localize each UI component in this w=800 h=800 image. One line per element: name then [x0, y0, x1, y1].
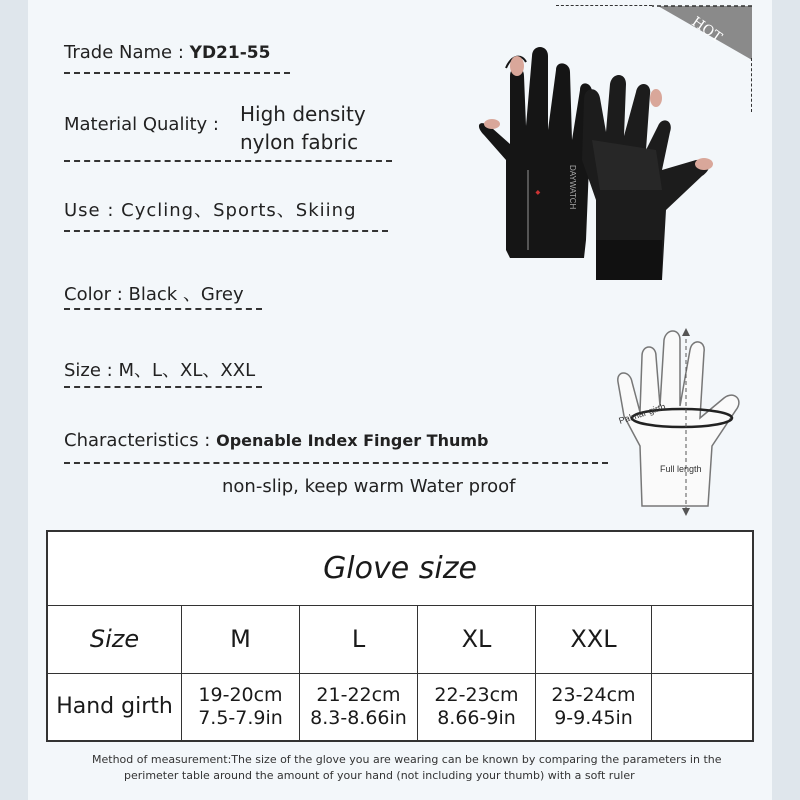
empty-cell — [652, 606, 752, 674]
characteristics-value: Openable Index Finger Thumb — [216, 431, 489, 450]
size-m: M — [182, 606, 300, 674]
girth-in: 8.66-9in — [437, 707, 516, 729]
girth-m — [182, 674, 300, 740]
hot-badge-label: HOT — [688, 13, 725, 47]
measurement-note-line2: perimeter table around the amount of your hand (not including your thumb) with a soft ruler — [124, 769, 635, 782]
size-l: L — [300, 606, 418, 674]
girth-in: 8.3-8.66in — [310, 707, 407, 729]
use-label: Use : — [64, 200, 115, 221]
characteristics-label: Characteristics : — [64, 430, 211, 451]
size-xxl: XXL — [536, 606, 652, 674]
use-row — [64, 196, 357, 222]
girth-cm: 23-24cm — [551, 684, 636, 707]
size-header: Size — [48, 606, 182, 674]
girth-in: 9-9.45in — [554, 707, 633, 729]
use-value: Cycling、Sports、Skiing — [121, 200, 357, 221]
color-row — [64, 280, 244, 306]
size-value: M、L、XL、XXL — [118, 360, 256, 381]
material-value-1: High density — [240, 102, 366, 126]
gloves-image — [466, 40, 728, 290]
girth-l — [300, 674, 418, 740]
trade-name-value: YD21-55 — [189, 43, 271, 63]
glove-logo: ⬥ — [534, 190, 542, 195]
girth-cm: 21-22cm — [316, 684, 401, 707]
trade-name-row — [64, 42, 270, 63]
divider — [64, 160, 392, 162]
hand-diagram — [612, 326, 762, 522]
badge-line — [751, 58, 752, 112]
size-table — [46, 530, 754, 742]
measurement-note-line1: Method of measurement:The size of the glove you are wearing can be known by comparing the parameters in the — [92, 753, 722, 766]
girth-cm: 19-20cm — [198, 684, 283, 707]
size-table-title: Glove size — [48, 532, 752, 606]
material-value-2: nylon fabric — [240, 130, 359, 154]
empty-cell — [652, 674, 752, 740]
characteristics-row — [64, 430, 489, 451]
badge-line — [556, 5, 652, 6]
size-xl: XL — [418, 606, 536, 674]
size-row — [64, 356, 255, 382]
palmar-girth-label: Palmar girth — [617, 401, 667, 426]
divider — [64, 462, 608, 464]
glove-brand: DAYWATCH — [568, 165, 577, 210]
material-label: Material Quality : — [64, 114, 219, 135]
full-length-label: Full length — [660, 464, 702, 474]
divider — [64, 72, 290, 74]
girth-in: 7.5-7.9in — [198, 707, 283, 729]
characteristics-value-2: non-slip, keep warm Water proof — [222, 476, 516, 497]
divider — [64, 308, 262, 310]
color-value: Black 、Grey — [128, 284, 244, 305]
hand-girth-header: Hand girth — [48, 674, 182, 740]
divider — [64, 230, 388, 232]
divider — [64, 386, 262, 388]
girth-xxl — [536, 674, 652, 740]
color-label: Color : — [64, 284, 123, 305]
measurement-note — [92, 752, 732, 784]
size-label: Size : — [64, 360, 113, 381]
girth-cm: 22-23cm — [434, 684, 519, 707]
trade-name-label: Trade Name : — [64, 42, 184, 63]
girth-xl — [418, 674, 536, 740]
